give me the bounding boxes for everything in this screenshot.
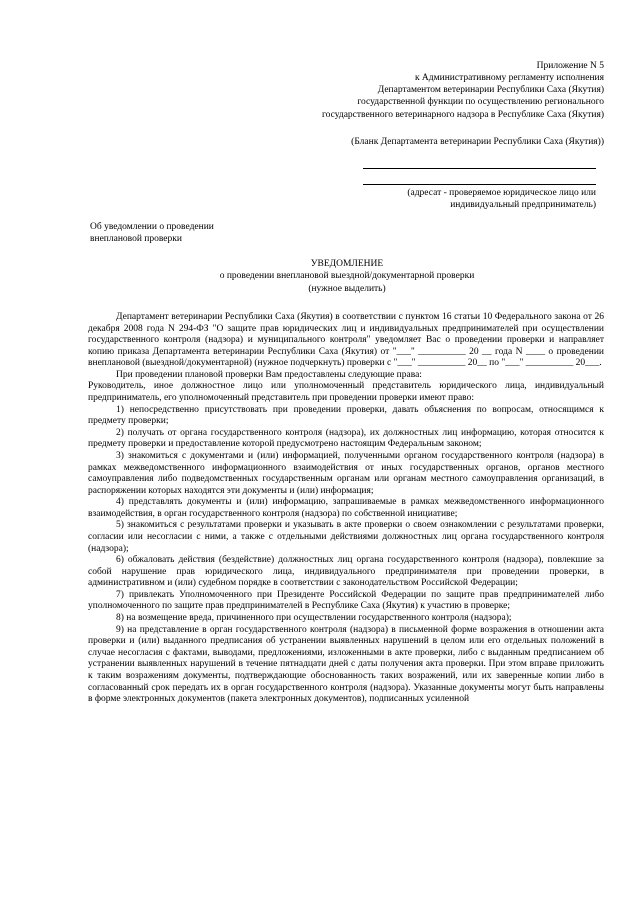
right-item: 1) непосредственно присутствовать при проведении проверки, давать объяснения по вопросам, относящимся к предмету проверки;: [88, 404, 604, 427]
right-item: 7) привлекать Уполномоченного при Президенте Российской Федерации по защите прав предпринимателей либо уполномоченного по защите прав предпринимателей в Республике Саха (Якутия) к участию в проверке;: [88, 589, 604, 612]
letterhead-note: (Бланк Департамента ветеринарии Республики Саха (Якутия)): [351, 137, 604, 147]
notice-subheading: о проведении внеплановой выездной/документарной проверки: [219, 271, 475, 282]
subject-line: Об уведомлении о проведении: [90, 222, 214, 232]
notice-title: [90, 258, 604, 295]
right-item: 4) представлять документы и (или) информацию, запрашиваемые в рамках межведомственного информационного взаимодействия, в орган государственного контроля (надзора) по собственной инициативе;: [88, 497, 604, 519]
appendix-line: государственной функции по осуществлению регионального: [357, 97, 604, 108]
rights-lead: Руководитель, иное должностное лицо или уполномоченный представитель юридического лица, индивидуальный предприниматель, его уполномоченный представитель при проведении проверки имеют право:: [88, 381, 604, 404]
subject-line: внеплановой проверки: [90, 234, 182, 245]
addressee-caption-line: (адресат - проверяемое юридическое лицо или: [407, 188, 596, 198]
appendix-line: государственного ветеринарного надзора в Республике Саха (Якутия): [321, 109, 604, 120]
addressee-line-1: [363, 168, 596, 169]
notice-body: [88, 312, 604, 706]
addressee-caption: [363, 187, 596, 212]
right-item: 3) знакомиться с документами и (или) информацией, полученными органом государственного контроля (надзора) в рамках межведомственного информационного взаимодействия от иных государственных органов, органов местного самоуправления либо подведомственных государственным органам или органам местного самоуправления организаций, в распоряжении которых находятся эти документы и (или) информация;: [88, 450, 604, 496]
appendix-line: Приложение N 5: [536, 61, 604, 71]
appendix-header: [322, 60, 604, 121]
appendix-line: Департаментом ветеринарии Республики Саха (Якутия): [377, 85, 604, 96]
addressee-line-2: [363, 184, 596, 185]
notice-hint: (нужное выделить): [308, 283, 386, 294]
appendix-line: к Административному регламенту исполнения: [414, 73, 604, 84]
notice-heading: УВЕДОМЛЕНИЕ: [310, 259, 384, 269]
addressee-caption-line: индивидуальный предприниматель): [450, 200, 596, 211]
intro-paragraph: Департамент ветеринарии Республики Саха (Якутия) в соответствии с пунктом 16 статьи 10 Федерального закона от 26 декабря 2008 года N 294-ФЗ "О защите прав юридических лиц и индивидуальных предпринимателей при осуществлении государственного контроля (надзора) и муниципального контроля" уведомляет Вас о проведении проверки и направляет копию приказа Департамента ветеринарии Республики Саха (Якутия) от "___" __________ 20 __ года N ____ о проведении внеплановой (выездной/документарной) (нужное подчеркнуть) проверки с "___" __________ 20__ по "___" __________ 20___.: [88, 312, 604, 369]
right-item: 5) знакомиться с результатами проверки и указывать в акте проверки о своем ознакомлении с результатами проверки, согласии или несогласии с ними, а также с отдельными действиями должностных лиц органа государственного контроля (надзора);: [88, 520, 604, 554]
right-item: 8) на возмещение вреда, причиненного при осуществлении государственного контроля (надзора);: [116, 613, 512, 624]
right-item: 2) получать от органа государственного контроля (надзора), их должностных лиц информацию, которая относится к предмету проверки и предоставление которой предусмотрено настоящим Федеральным законом;: [88, 427, 604, 450]
subject-block: [90, 221, 214, 246]
right-item: 9) на представление в орган государственного контроля (надзора) в письменной форме возражения в отношении акта проверки и (или) выданного предписания об устранении выявленных нарушений в целом или его отдельных положений в случае несогласия с фактами, выводами, предложениями, изложенными в акте проверки, либо с выданным предписанием об устранении выявленных нарушений в течение пятнадцати дней с даты получения акта проверки. При этом вправе приложить к таким возражениям документы, подтверждающие обоснованность таких возражений, или их заверенные копии либо в согласованный срок передать их в орган государственного контроля (надзора). Указанные документы могут быть направлены в форме электронных документов (пакета электронных документов), подписанных усиленной: [88, 624, 604, 705]
rights-intro: При проведении плановой проверки Вам предоставлены следующие права:: [116, 369, 422, 380]
right-item: 6) обжаловать действия (бездействие) должностных лиц органа государственного контроля (надзора), повлекшие за собой нарушение прав юридического лица, индивидуального предпринимателя при проведении проверки, в административном и (или) судебном порядке в соответствии с законодательством Российской Федерации;: [88, 555, 604, 589]
